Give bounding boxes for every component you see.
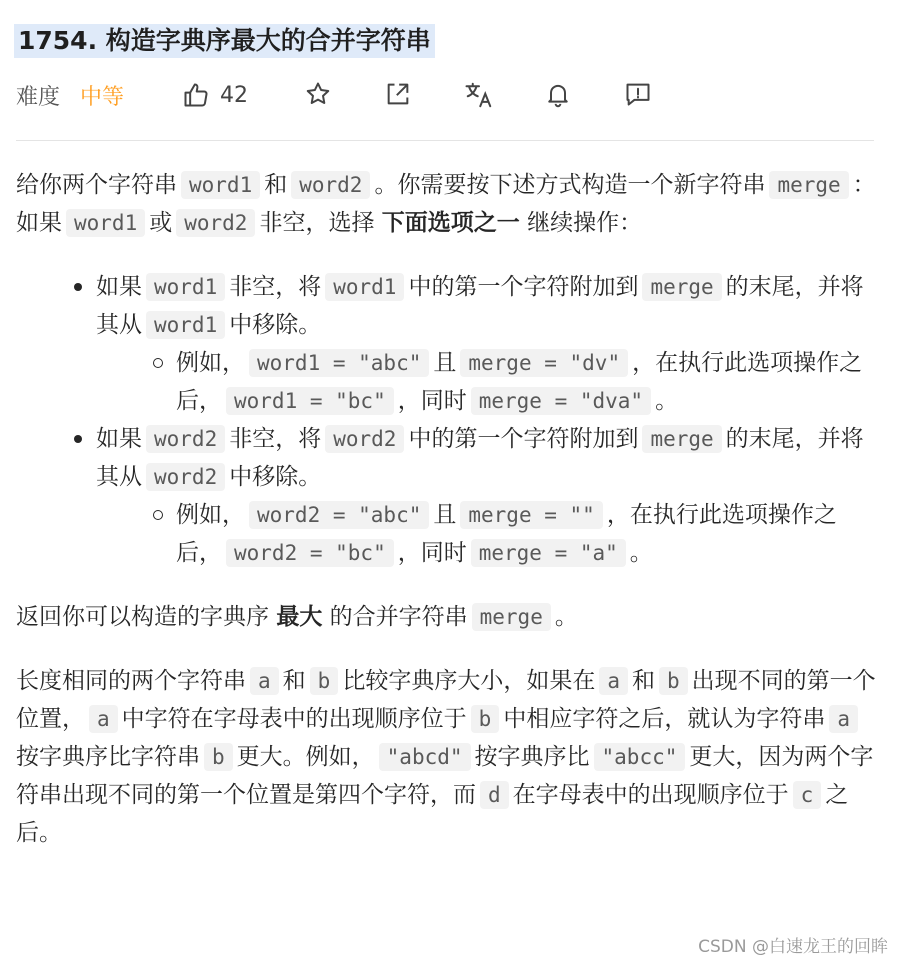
text: 如果 bbox=[96, 426, 142, 452]
text: 。你需要按下述方式构造一个新字符串 bbox=[374, 172, 766, 198]
bell-icon bbox=[544, 80, 572, 108]
inline-code: word1 = "bc" bbox=[226, 387, 394, 415]
text: 。 bbox=[629, 540, 653, 566]
text: 更大。例如， bbox=[236, 744, 375, 770]
inline-code: merge = "dv" bbox=[460, 349, 628, 377]
text: 中相应字符之后，就认为字符串 bbox=[503, 706, 826, 732]
share-button[interactable] bbox=[384, 80, 414, 110]
text: 和 bbox=[282, 668, 306, 694]
text: ，同时 bbox=[397, 388, 467, 414]
text: 例如， bbox=[176, 502, 245, 528]
text: 比较字典序大小，如果在 bbox=[342, 668, 596, 694]
inline-code: word1 bbox=[146, 273, 225, 301]
text: ：如果 bbox=[16, 172, 876, 236]
inline-code: merge = "dva" bbox=[471, 387, 651, 415]
inline-code: word2 bbox=[325, 425, 404, 453]
inline-code: word1 bbox=[325, 273, 404, 301]
bold-text: 最大 bbox=[276, 604, 323, 630]
inline-code: merge bbox=[769, 171, 848, 199]
inline-code: "abcd" bbox=[379, 743, 471, 771]
inline-code: a bbox=[599, 667, 628, 695]
text: ，同时 bbox=[397, 540, 467, 566]
difficulty-value: 中等 bbox=[80, 84, 125, 110]
text: 的末尾，并将其从 bbox=[96, 426, 864, 490]
lexicographic-paragraph bbox=[16, 662, 876, 852]
text: 的末尾，并将其从 bbox=[96, 274, 864, 338]
feedback-icon bbox=[624, 80, 652, 108]
text: 给你两个字符串 bbox=[16, 172, 177, 198]
list-item bbox=[16, 344, 876, 420]
text: 例如， bbox=[176, 350, 245, 376]
inline-code: word2 = "abc" bbox=[249, 501, 429, 529]
bold-text: 下面选项之一 bbox=[381, 210, 520, 236]
text: 长度相同的两个字符串 bbox=[16, 668, 246, 694]
intro-paragraph bbox=[16, 166, 876, 242]
header-divider bbox=[16, 140, 874, 141]
return-paragraph bbox=[16, 598, 876, 636]
text: 中的第一个字符附加到 bbox=[408, 274, 639, 300]
inline-code: b bbox=[471, 705, 500, 733]
text: 非空，将 bbox=[229, 426, 322, 452]
like-count: 42 bbox=[220, 82, 248, 108]
text: 。 bbox=[554, 604, 578, 630]
text: 和 bbox=[264, 172, 288, 198]
share-icon bbox=[384, 80, 412, 108]
problem-description bbox=[16, 166, 876, 852]
text: 继续操作： bbox=[527, 210, 643, 236]
thumbs-up-icon bbox=[182, 81, 210, 109]
inline-code: a bbox=[89, 705, 118, 733]
text: 中字符在字母表中的出现顺序位于 bbox=[121, 706, 467, 732]
star-icon bbox=[304, 80, 332, 108]
difficulty-label: 难度 bbox=[16, 84, 61, 110]
text: 非空，将 bbox=[229, 274, 322, 300]
translate-icon bbox=[464, 80, 494, 110]
inline-code: d bbox=[480, 781, 509, 809]
list-item bbox=[16, 268, 876, 344]
text: ，在执行此选项操作之后， bbox=[176, 502, 837, 566]
text: 和 bbox=[631, 668, 655, 694]
translate-button[interactable] bbox=[464, 80, 494, 110]
inline-code: merge = "a" bbox=[471, 539, 626, 567]
inline-code: word2 bbox=[176, 209, 255, 237]
list-item bbox=[16, 496, 876, 572]
inline-code: merge bbox=[472, 603, 551, 631]
text: 或 bbox=[149, 210, 173, 236]
inline-code: a bbox=[829, 705, 858, 733]
text: 中移除。 bbox=[229, 464, 322, 490]
text: 非空，选择 bbox=[259, 210, 375, 236]
watermark: CSDN @白速龙王的回眸 bbox=[698, 937, 888, 957]
inline-code: word2 = "bc" bbox=[226, 539, 394, 567]
text: 且 bbox=[433, 350, 457, 376]
text: 出现不同的第一个位置， bbox=[16, 668, 876, 732]
text: 的合并字符串 bbox=[329, 604, 468, 630]
inline-code: word2 bbox=[291, 171, 370, 199]
inline-code: a bbox=[250, 667, 279, 695]
inline-code: word1 bbox=[181, 171, 260, 199]
text: 按字典序比 bbox=[474, 744, 590, 770]
favorite-button[interactable] bbox=[304, 80, 334, 110]
text: ，在执行此选项操作之后， bbox=[176, 350, 863, 414]
inline-code: c bbox=[793, 781, 822, 809]
text: 返回你可以构造的字典序 bbox=[16, 604, 269, 630]
like-button[interactable] bbox=[182, 78, 248, 112]
text: 。 bbox=[655, 388, 679, 414]
text: 在字母表中的出现顺序位于 bbox=[512, 782, 789, 808]
text: 之后。 bbox=[16, 782, 849, 846]
inline-code: b bbox=[659, 667, 688, 695]
inline-code: "abcc" bbox=[594, 743, 686, 771]
list-item bbox=[16, 420, 876, 496]
inline-code: b bbox=[204, 743, 233, 771]
text: 按字典序比字符串 bbox=[16, 744, 200, 770]
notify-button[interactable] bbox=[544, 80, 574, 110]
difficulty bbox=[16, 78, 124, 112]
inline-code: merge = "" bbox=[460, 501, 602, 529]
inline-code: word2 bbox=[146, 425, 225, 453]
inline-code: b bbox=[310, 667, 339, 695]
text: 如果 bbox=[96, 274, 142, 300]
inline-code: merge bbox=[642, 273, 721, 301]
inline-code: word1 bbox=[66, 209, 145, 237]
inline-code: word1 bbox=[146, 311, 225, 339]
options-list bbox=[16, 268, 876, 572]
text: 更大，因为两个字符串出现不同的第一个位置是第四个字符，而 bbox=[16, 744, 874, 808]
text: 中的第一个字符附加到 bbox=[408, 426, 639, 452]
text: 且 bbox=[433, 502, 457, 528]
feedback-button[interactable] bbox=[624, 80, 654, 110]
problem-title: 1754. 构造字典序最大的合并字符串 bbox=[14, 24, 435, 58]
inline-code: word1 = "abc" bbox=[249, 349, 429, 377]
text: 中移除。 bbox=[229, 312, 322, 338]
inline-code: word2 bbox=[146, 463, 225, 491]
inline-code: merge bbox=[642, 425, 721, 453]
